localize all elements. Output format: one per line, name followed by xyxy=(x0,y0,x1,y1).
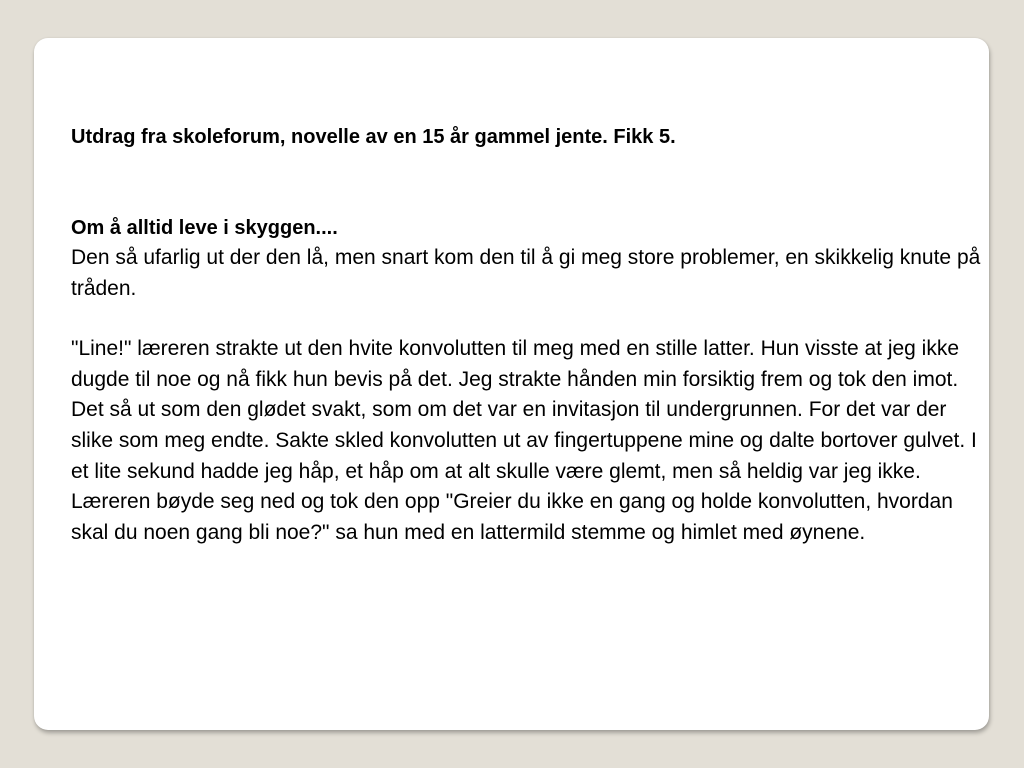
paragraph-2: "Line!" læreren strakte ut den hvite konvolutten til meg med en stille latter. Hun visste at jeg ikke dugde til noe og nå fikk hun bevis på det. Jeg strakte hånden min forsiktig frem og tok den imot. Det så ut som den glødet svakt, som om det var en invitasjon til undergrunnen. For det var der slike som meg endte. Sakte skled konvolutten ut av fingertuppene mine og dalte bortover gulvet. I et lite sekund hadde jeg håp, et håp om at alt skulle være glemt, men så heldig var jeg ikke. Læreren bøyde seg ned og tok den opp "Greier du ikke en gang og holde konvolutten, hvordan skal du noen gang bli noe?" sa hun med en lattermild stemme og himlet med øynene. xyxy=(71,337,977,544)
spacer xyxy=(71,150,986,215)
paragraph-1: Den så ufarlig ut der den lå, men snart kom den til å gi meg store problemer, en skikkelig knute på tråden. xyxy=(71,246,981,300)
document-header: Utdrag fra skoleforum, novelle av en 15 år gammel jente. Fikk 5. xyxy=(71,126,676,148)
slide-content xyxy=(71,124,986,548)
slide-card xyxy=(34,38,989,730)
story-title: Om å alltid leve i skyggen.... xyxy=(71,217,338,239)
